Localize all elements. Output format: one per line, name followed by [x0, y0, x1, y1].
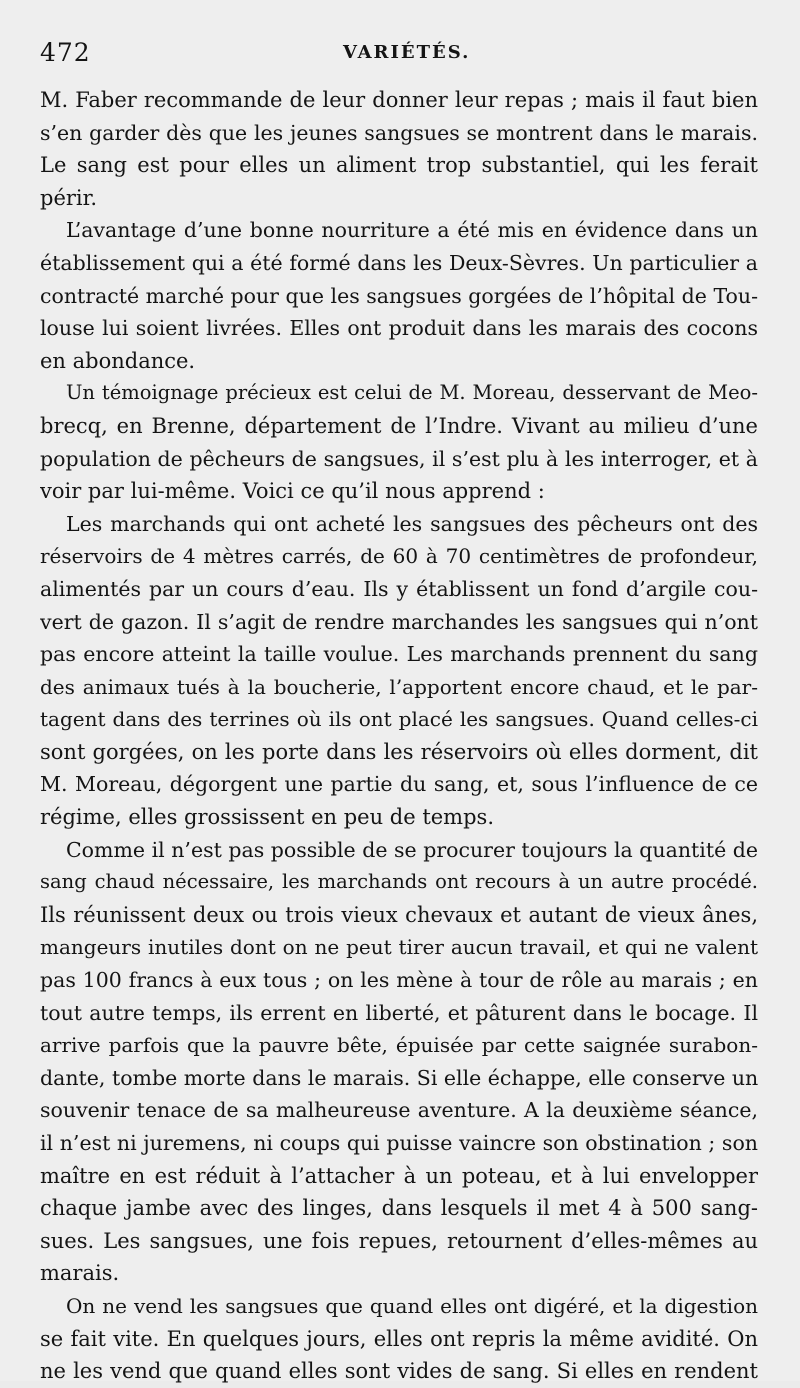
text-line: sang chaud nécessaire, les marchands ont recours à un autre procédé. [40, 870, 758, 894]
text-line: Le sang est pour elles un aliment trop substantiel, qui les ferait [40, 153, 758, 178]
text-line: tout autre temps, ils errent en liberté, et pâturent dans le bocage. Il [40, 1000, 758, 1025]
text-line: des animaux tués à la boucherie, l’apportent encore chaud, et le par- [40, 674, 758, 699]
text-line: On ne vend les sangsues que quand elles ont digéré, et la digestion [66, 1293, 758, 1318]
text-line: mangeurs inutiles dont on ne peut tirer aucun travail, et qui ne valent [40, 935, 758, 960]
running-title: VARIÉTÉS. [343, 42, 471, 63]
text-line: chaque jambe avec des linges, dans lesquels il met 4 à 500 sang- [40, 1196, 758, 1221]
text-line: louse lui soient livrées. Elles ont produit dans les marais des cocons [40, 316, 758, 341]
text-line: marais. [40, 1261, 120, 1286]
text-line: ne les vend que quand elles sont vides de sang. Si elles en rendent [40, 1359, 758, 1384]
text-line: dante, tombe morte dans le marais. Si elle échappe, elle conserve un [40, 1065, 758, 1090]
text-line: arrive parfois que la pauvre bête, épuisée par cette saignée surabon- [40, 1033, 758, 1058]
text-line: contracté marché pour que les sangsues gorgées de l’hôpital de Tou- [40, 283, 758, 308]
body-text [40, 84, 758, 1388]
text-line: tagent dans des terrines où ils ont placé les sangsues. Quand celles-ci [40, 707, 758, 732]
text-line: il n’est ni juremens, ni coups qui puisse vaincre son obstination ; son [40, 1131, 758, 1155]
text-line: population de pêcheurs de sangsues, il s’est plu à les interroger, et à [40, 446, 758, 471]
text-line: établissement qui a été formé dans les Deux-Sèvres. Un particulier a [40, 250, 758, 275]
text-line: réservoirs de 4 mètres carrés, de 60 à 70 centimètres de profondeur, [40, 544, 758, 569]
text-line: sues. Les sangsues, une fois repues, retournent d’elles-mêmes au [40, 1228, 758, 1253]
text-line: en abondance. [40, 348, 196, 373]
text-line: M. Faber recommande de leur donner leur repas ; mais il faut bien [40, 88, 758, 112]
text-line: régime, elles grossissent en peu de temps. [40, 805, 494, 830]
text-line: voir par lui-même. Voici ce qu’il nous apprend : [40, 479, 545, 504]
text-line: pas encore atteint la taille voulue. Les marchands prennent du sang [40, 642, 758, 667]
text-line: périr. [40, 185, 98, 210]
text-line: vert de gazon. Il s’agit de rendre marchandes les sangsues qui n’ont [40, 609, 758, 634]
text-line: brecq, en Brenne, département de l’Indre. Vivant au milieu d’une [40, 413, 758, 438]
text-line: alimentés par un cours d’eau. Ils y établissent un fond d’argile cou- [40, 576, 758, 601]
text-line: pas 100 francs à eux tous ; on les mène à tour de rôle au marais ; en [40, 968, 758, 993]
text-line: sont gorgées, on les porte dans les réservoirs où elles dorment, dit [40, 739, 758, 764]
text-line: Un témoignage précieux est celui de M. Moreau, desservant de Meo- [66, 381, 758, 405]
text-line: s’en garder dès que les jeunes sangsues se montrent dans le marais. [40, 120, 758, 145]
text-line: L’avantage d’une bonne nourriture a été mis en évidence dans un [66, 218, 758, 243]
text-line: Ils réunissent deux ou trois vieux chevaux et autant de vieux ânes, [40, 902, 758, 927]
text-line: Les marchands qui ont acheté les sangsues des pêcheurs ont des [66, 511, 758, 536]
text-line: maître en est réduit à l’attacher à un poteau, et à lui envelopper [40, 1163, 758, 1188]
text-line: Comme il n’est pas possible de se procurer toujours la quantité de [66, 837, 758, 862]
text-line: M. Moreau, dégorgent une partie du sang, et, sous l’influence de ce [40, 772, 758, 797]
page-number: 472 [40, 38, 91, 67]
text-line: se fait vite. En quelques jours, elles ont repris la même avidité. On [40, 1326, 758, 1351]
text-line: souvenir tenace de sa malheureuse aventure. A la deuxième séance, [40, 1098, 758, 1123]
page-header [0, 38, 800, 72]
